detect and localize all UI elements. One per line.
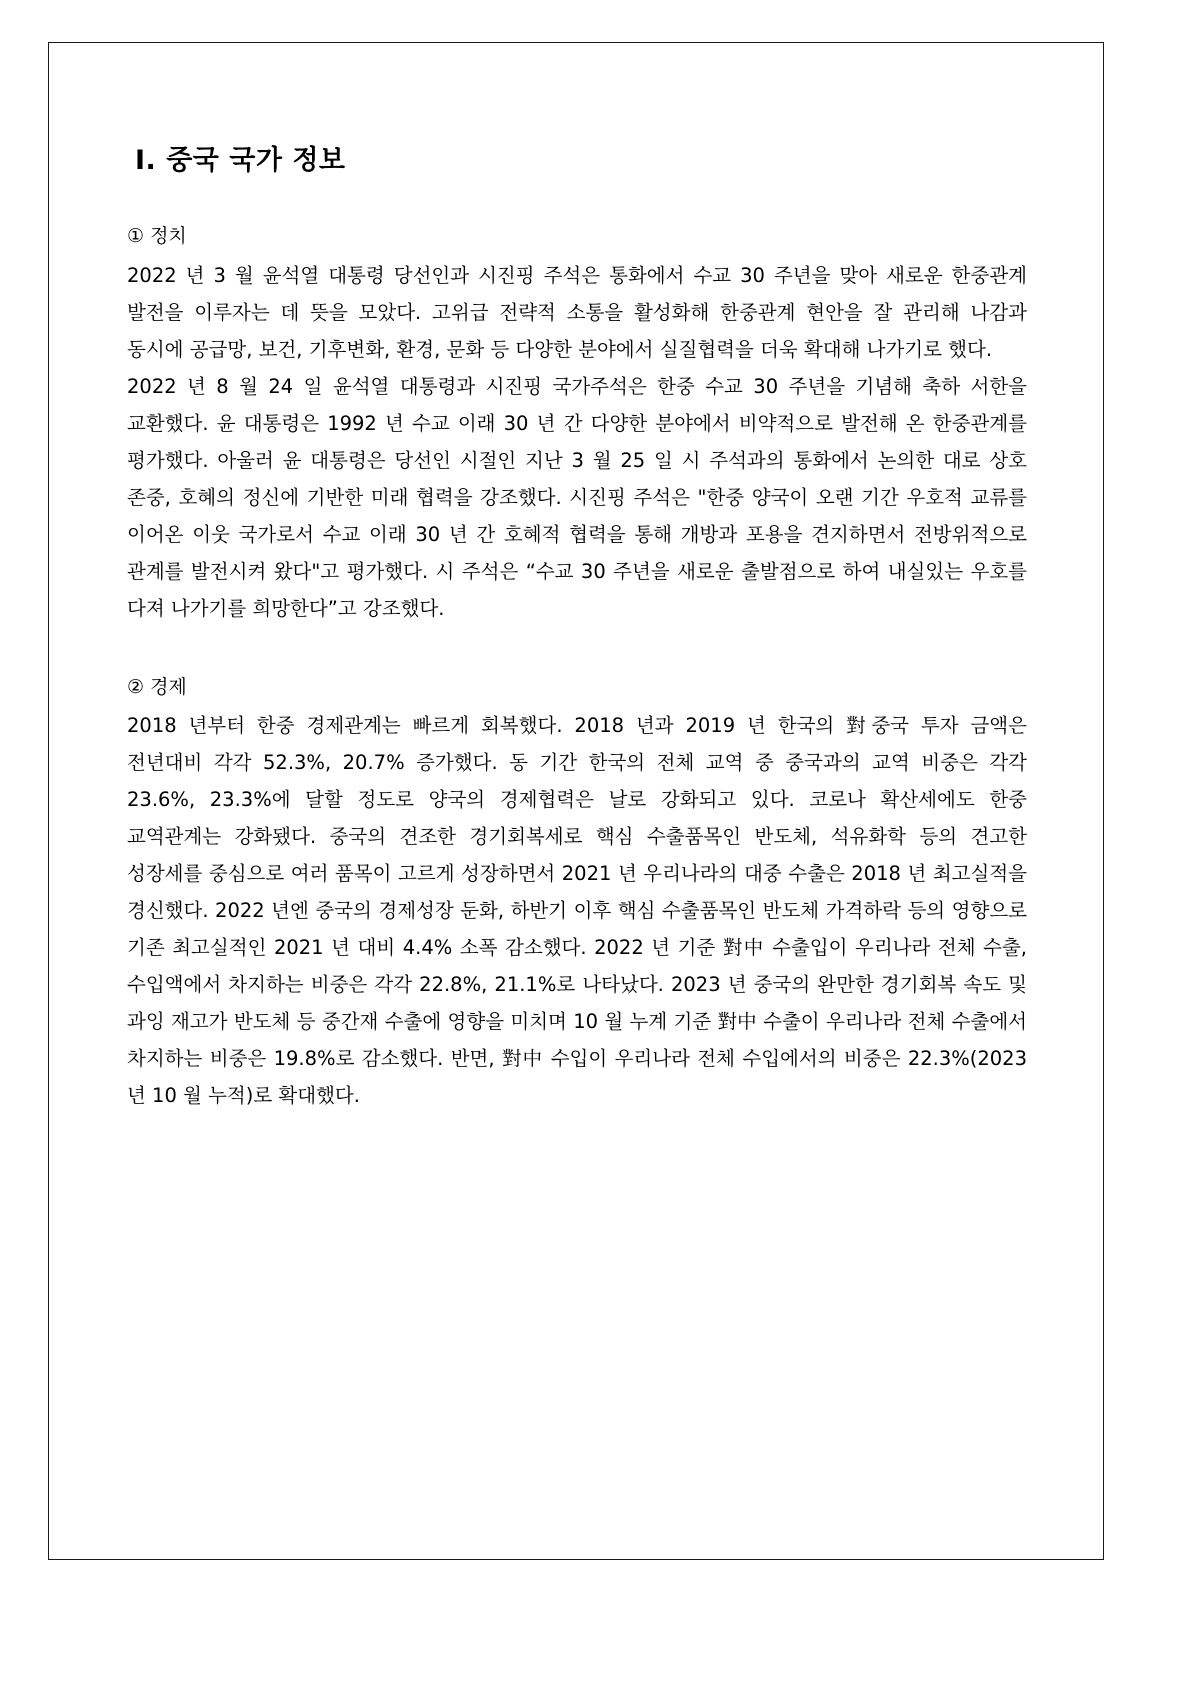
section-economy-label: ② 경제 (127, 675, 187, 698)
section-economy (127, 673, 1027, 1115)
section-politics (127, 222, 1027, 627)
section-politics-label: ① 정치 (127, 225, 187, 248)
section-politics-paragraph-1: 2022 년 3 월 윤석열 대통령 당선인과 시진핑 주석은 통화에서 수교 30 주년을 맞아 새로운 한중관계 발전을 이루자는 데 뜻을 모았다. 고위급 전략적 소통을 활성화해 한중관계 현안을 잘 관리해 나감과 동시에 공급망, 보건, 기후변화, 환경, 문화 등 다양한 분야에서 실질협력을 더욱 확대해 나가기로 했다. (127, 263, 1027, 361)
section-economy-paragraph-1: 2018 년부터 한중 경제관계는 빠르게 회복했다. 2018 년과 2019 년 한국의 對중국 투자 금액은 전년대비 각각 52.3%, 20.7% 증가했다. 동 기간 한국의 전체 교역 중 중국과의 교역 비중은 각각 23.6%, 23.3%에 달할 정도로 양국의 경제협력은 날로 강화되고 있다. 코로나 확산세에도 한중 교역관계는 강화됐다. 중국의 견조한 경기회복세로 핵심 수출품목인 반도체, 석유화학 등의 견고한 성장세를 중심으로 여러 품목이 고르게 성장하면서 2021 년 우리나라의 대중 수출은 2018 년 최고실적을 경신했다. 2022 년엔 중국의 경제성장 둔화, 하반기 이후 핵심 수출품목인 반도체 가격하락 등의 영향으로 기존 최고실적인 2021 년 대비 4.4% 소폭 감소했다. 2022 년 기준 對中 수출입이 우리나라 전체 수출, 수입액에서 차지하는 비중은 각각 22.8%, 21.1%로 나타났다. 2023 년 중국의 완만한 경기회복 속도 및 과잉 재고가 반도체 등 중간재 수출에 영향을 미치며 10 월 누계 기준 對中 수출이 우리나라 전체 수출에서 차지하는 비중은 19.8%로 감소했다. 반면, 對中 수입이 우리나라 전체 수입에서의 비중은 22.3%(2023 년 10 월 누적)로 확대했다. (127, 714, 1027, 1108)
document-page (48, 42, 1104, 1560)
page-title: Ⅰ. 중국 국가 정보 (135, 145, 346, 176)
document-body (127, 143, 1027, 1114)
section-politics-paragraph-2: 2022 년 8 월 24 일 윤석열 대통령과 시진핑 국가주석은 한중 수교 30 주년을 기념해 축하 서한을 교환했다. 윤 대통령은 1992 년 수교 이래 30 년 간 다양한 분야에서 비약적으로 발전해 온 한중관계를 평가했다. 아울러 윤 대통령은 당선인 시절인 지난 3 월 25 일 시 주석과의 통화에서 논의한 대로 상호 존중, 호혜의 정신에 기반한 미래 협력을 강조했다. 시진핑 주석은 "한중 양국이 오랜 기간 우호적 교류를 이어온 이웃 국가로서 수교 이래 30 년 간 호혜적 협력을 통해 개방과 포용을 견지하면서 전방위적으로 관계를 발전시켜 왔다"고 평가했다. 시 주석은 “수교 30 주년을 새로운 출발점으로 하여 내실있는 우호를 다져 나가기를 희망한다”고 강조했다. (127, 374, 1027, 620)
